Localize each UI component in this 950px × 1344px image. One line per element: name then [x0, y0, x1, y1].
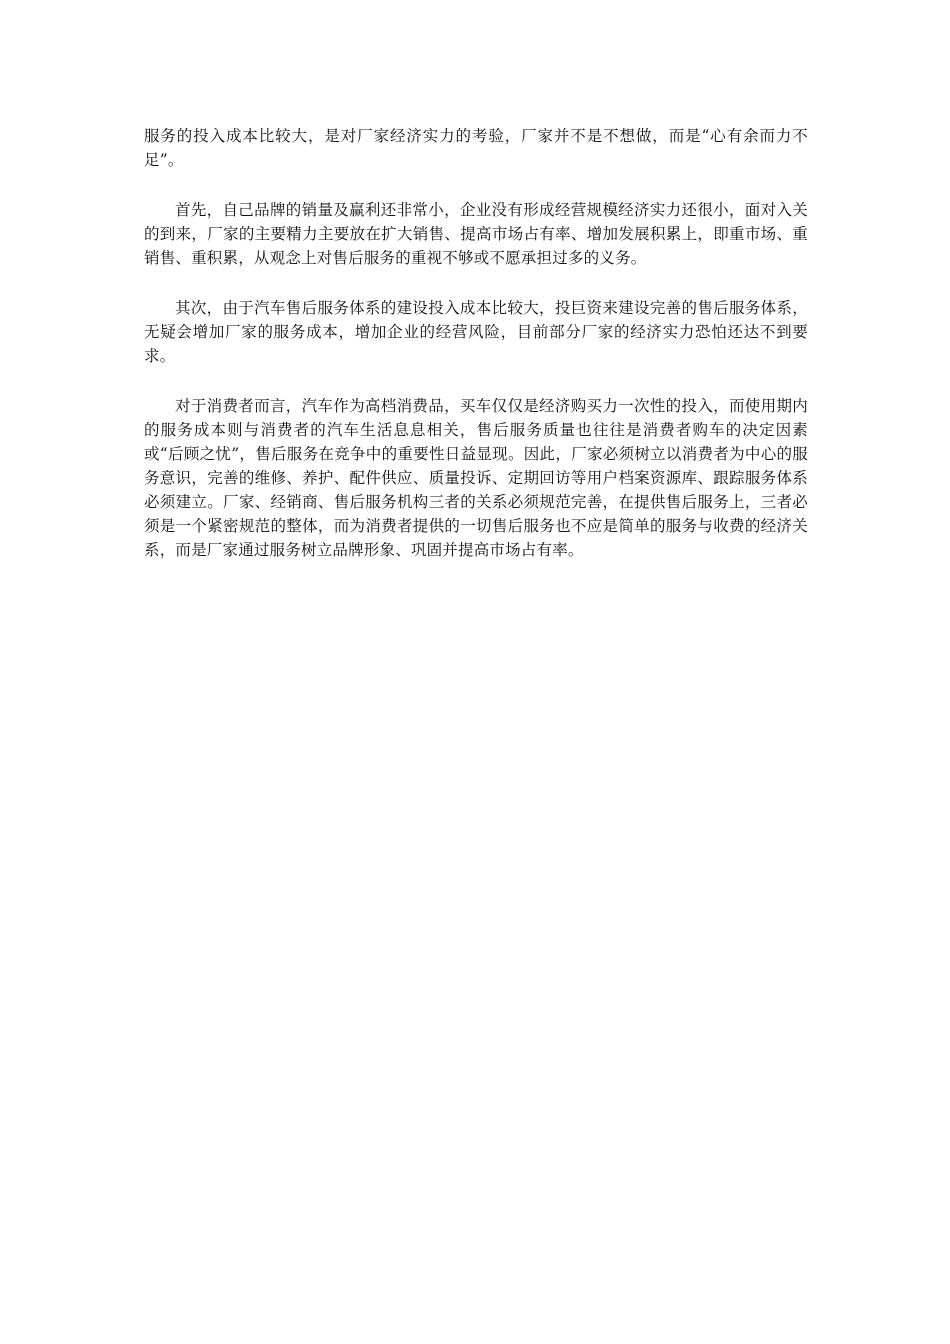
paragraph-first-reason: 首先，自己品牌的销量及赢利还非常小，企业没有形成经营规模经济实力还很小，面对入关的到来，厂家的主要精力主要放在扩大销售、提高市场占有率、增加发展积累上，即重市场、重销售、重积累，从观念上对售后服务的重视不够或不愿承担过多的义务。: [144, 201, 808, 267]
document-body: [144, 124, 808, 588]
paragraph-consumer-perspective: 对于消费者而言，汽车作为高档消费品，买车仅仅是经济购买力一次性的投入，而使用期内的服务成本则与消费者的汽车生活息息相关，售后服务质量也往往是消费者购车的决定因素或“后顾之忧”，售后服务在竞争中的重要性日益显现。因此，厂家必须树立以消费者为中心的服务意识，完善的维修、养护、配件供应、质量投诉、定期回访等用户档案资源库、跟踪服务体系必须建立。厂家、经销商、售后服务机构三者的关系必须规范完善，在提供售后服务上，三者必须是一个紧密规范的整体，而为消费者提供的一切售后服务也不应是简单的服务与收费的经济关系，而是厂家通过服务树立品牌形象、巩固并提高市场占有率。: [144, 397, 808, 559]
paragraph-continuation: 服务的投入成本比较大，是对厂家经济实力的考验，厂家并不是不想做，而是“心有余而力不足”。: [144, 127, 808, 169]
paragraph-second-reason: 其次，由于汽车售后服务体系的建设投入成本比较大，投巨资来建设完善的售后服务体系，无疑会增加厂家的服务成本，增加企业的经营风险，目前部分厂家的经济实力恐怕还达不到要求。: [144, 299, 808, 365]
